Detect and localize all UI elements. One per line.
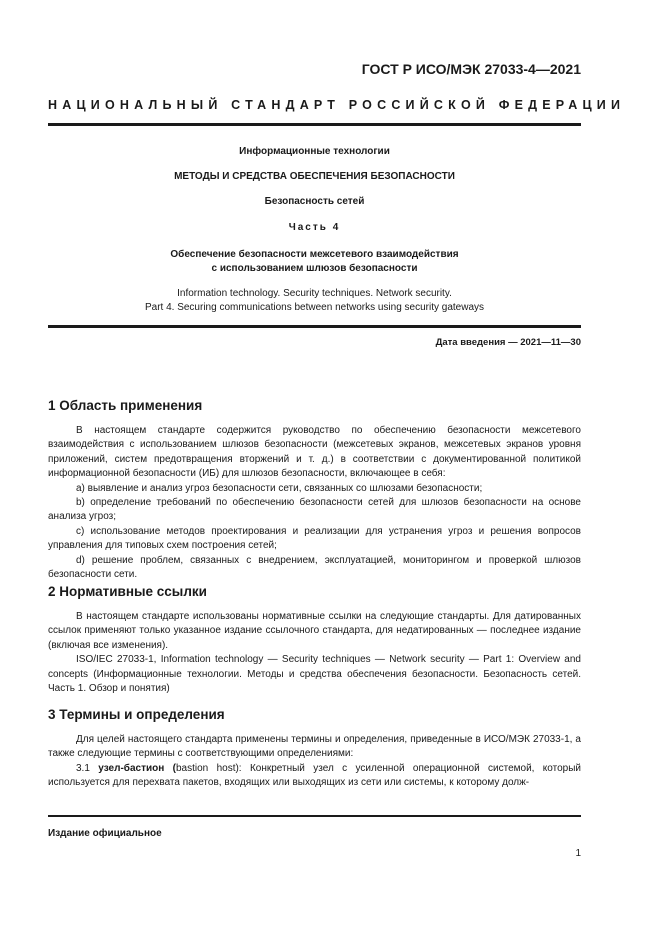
footer-rule — [48, 815, 581, 817]
title-part: Часть 4 — [288, 222, 341, 233]
list-item-b: b) определение требований по обеспечению безопасности сетей для шлюзов безопасности на основе анализа угроз; — [48, 497, 581, 523]
section-2-paragraph-1: В настоящем стандарте использованы нормативные ссылки на следующие стандарты. Для датированных ссылок применяют только указанное издание ссылочного стандарта, для недатированных — последнее издание (включая все изменения). — [48, 611, 581, 651]
section-3-paragraph: Для целей настоящего стандарта применены термины и определения, приведенные в ИСО/МЭК 27033-1, а также следующие термины с соответствующими определениями: — [48, 734, 581, 760]
title-english — [48, 287, 581, 314]
introduction-date: Дата введения — 2021—11—30 — [435, 337, 581, 348]
title-bottom-rule — [48, 325, 581, 328]
top-rule — [48, 123, 581, 126]
term-definition — [48, 762, 581, 791]
list-item-d: d) решение проблем, связанных с внедрением, эксплуатацией, мониторингом и проверкой шлюзов безопасности сети. — [48, 554, 581, 581]
english-line-2: Part 4. Securing communications between networks using security gateways — [144, 301, 485, 313]
title-line-1: Информационные технологии — [239, 146, 390, 157]
section-1-paragraph: В настоящем стандарте содержится руководство по обеспечению безопасности межсетевого взаимодействия с использованием шлюзов безопасности (межсетевых экранов, межсетевых экранов уровня приложений, систем предотвращения вторжений и т. д.) в соответствии с документированной политикой информационной безопасности (ИБ) для шлюзов безопасности, включающее в себя: — [48, 425, 581, 480]
title-subtitle — [48, 248, 581, 276]
list-item-c: c) использование методов проектирования и реализации для устранения угроз и решения вопросов управления для типовых схем построения сетей; — [48, 525, 581, 552]
list-item-a: a) выявление и анализ угроз безопасности сети, связанных со шлюзами безопасности; — [76, 482, 483, 494]
subtitle-line-2: с использованием шлюзов безопасности — [211, 263, 418, 274]
official-edition-label: Издание официальное — [48, 828, 162, 839]
document-number: ГОСТ Р ИСО/МЭК 27033-4—2021 — [361, 61, 581, 77]
term-number: 3.1 — [76, 762, 99, 774]
national-standard-banner: НАЦИОНАЛЬНЫЙ СТАНДАРТ РОССИЙСКОЙ ФЕДЕРАЦИИ — [48, 98, 626, 112]
section-2 — [48, 584, 581, 696]
title-line-2: МЕТОДЫ И СРЕДСТВА ОБЕСПЕЧЕНИЯ БЕЗОПАСНОСТИ — [174, 171, 455, 182]
section-2-paragraph-2: ISO/IEC 27033-1, Information technology — Security techniques — Network security — Part 1: Overview and concepts (Информационные технологии. Методы и средства обеспечения безопасности. Безопасность сетей. Часть 1. Обзор и понятия) — [48, 654, 581, 695]
section-2-heading: 2 Нормативные ссылки — [48, 584, 207, 599]
subtitle-line-1: Обеспечение безопасности межсетевого взаимодействия — [170, 249, 459, 260]
english-line-1: Information technology. Security techniques. Network security. — [177, 288, 452, 299]
section-3-heading: 3 Термины и определения — [48, 707, 225, 722]
section-1-heading: 1 Область применения — [48, 398, 203, 413]
page-number: 1 — [575, 848, 581, 859]
title-line-3: Безопасность сетей — [264, 196, 365, 207]
section-1 — [48, 398, 581, 582]
section-3 — [48, 707, 581, 791]
term-name: узел-бастион ( — [98, 762, 176, 774]
term-text: bastion host): Конкретный узел с усиленной операционной системой, который используется для перехвата пакетов, входящих или выходящих из сети или системы, к которому долж- — [48, 762, 581, 789]
